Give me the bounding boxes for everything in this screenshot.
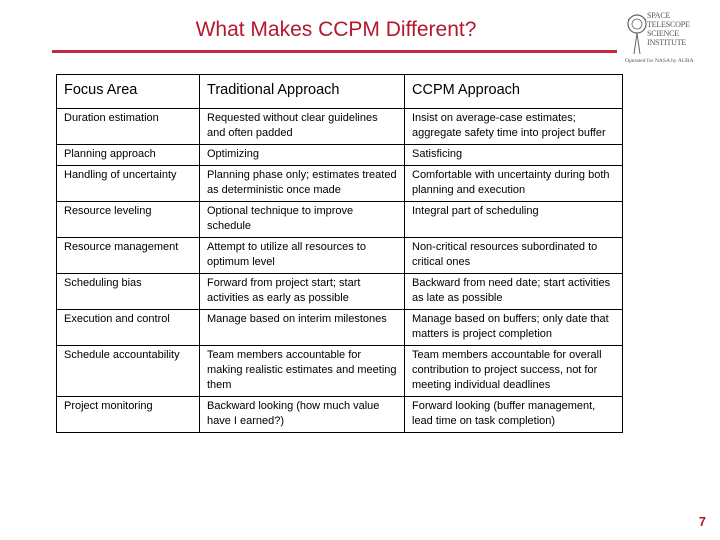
table-row bbox=[57, 397, 623, 433]
focus-area-cell: Resource management bbox=[57, 238, 200, 274]
table-row bbox=[57, 166, 623, 202]
focus-area-cell: Execution and control bbox=[57, 310, 200, 346]
traditional-approach-cell: Team members accountable for making realistic estimates and meeting them bbox=[200, 346, 405, 397]
ccpm-approach-cell: Comfortable with uncertainty during both planning and execution bbox=[405, 166, 623, 202]
ccpm-approach-cell: Manage based on buffers; only date that matters is project completion bbox=[405, 310, 623, 346]
ccpm-approach-cell: Team members accountable for overall contribution to project success, not for meeting individual deadlines bbox=[405, 346, 623, 397]
page-number: 7 bbox=[698, 514, 706, 529]
table-row bbox=[57, 109, 623, 145]
table-header-row bbox=[57, 75, 623, 109]
header-focus-area: Focus Area bbox=[57, 75, 200, 109]
ccpm-approach-cell: Satisficing bbox=[405, 145, 623, 166]
table-row bbox=[57, 202, 623, 238]
focus-area-cell: Planning approach bbox=[57, 145, 200, 166]
focus-area-cell: Schedule accountability bbox=[57, 346, 200, 397]
focus-area-cell: Project monitoring bbox=[57, 397, 200, 433]
traditional-approach-cell: Attempt to utilize all resources to optimum level bbox=[200, 238, 405, 274]
title-underline bbox=[52, 50, 617, 53]
focus-area-cell: Duration estimation bbox=[57, 109, 200, 145]
traditional-approach-cell: Planning phase only; estimates treated as deterministic once made bbox=[200, 166, 405, 202]
stsci-logo bbox=[620, 8, 720, 68]
table-row bbox=[57, 274, 623, 310]
focus-area-cell: Handling of uncertainty bbox=[57, 166, 200, 202]
focus-area-cell: Scheduling bias bbox=[57, 274, 200, 310]
ccpm-approach-cell: Insist on average-case estimates; aggregate safety time into project buffer bbox=[405, 109, 623, 145]
traditional-approach-cell: Optional technique to improve schedule bbox=[200, 202, 405, 238]
logo-text-line-1: SPACE bbox=[647, 11, 671, 20]
header-traditional-approach: Traditional Approach bbox=[200, 75, 405, 109]
comparison-table bbox=[56, 74, 623, 433]
table-row bbox=[57, 346, 623, 397]
table-row bbox=[57, 145, 623, 166]
ccpm-approach-cell: Non-critical resources subordinated to critical ones bbox=[405, 238, 623, 274]
table-row bbox=[57, 310, 623, 346]
traditional-approach-cell: Backward looking (how much value have I earned?) bbox=[200, 397, 405, 433]
ccpm-approach-cell: Forward looking (buffer management, lead time on task completion) bbox=[405, 397, 623, 433]
traditional-approach-cell: Optimizing bbox=[200, 145, 405, 166]
focus-area-cell: Resource leveling bbox=[57, 202, 200, 238]
table-row bbox=[57, 238, 623, 274]
logo-footer: Operated for NASA by AURA bbox=[625, 58, 694, 64]
slide-title: What Makes CCPM Different? bbox=[195, 18, 477, 41]
traditional-approach-cell: Forward from project start; start activities as early as possible bbox=[200, 274, 405, 310]
logo-text-line-4: INSTITUTE bbox=[647, 38, 687, 47]
header-ccpm-approach: CCPM Approach bbox=[405, 75, 623, 109]
ccpm-approach-cell: Integral part of scheduling bbox=[405, 202, 623, 238]
ccpm-approach-cell: Backward from need date; start activities as late as possible bbox=[405, 274, 623, 310]
logo-text-line-3: SCIENCE bbox=[647, 29, 679, 38]
logo-text-line-2: TELESCOPE bbox=[647, 20, 690, 29]
traditional-approach-cell: Requested without clear guidelines and often padded bbox=[200, 109, 405, 145]
traditional-approach-cell: Manage based on interim milestones bbox=[200, 310, 405, 346]
